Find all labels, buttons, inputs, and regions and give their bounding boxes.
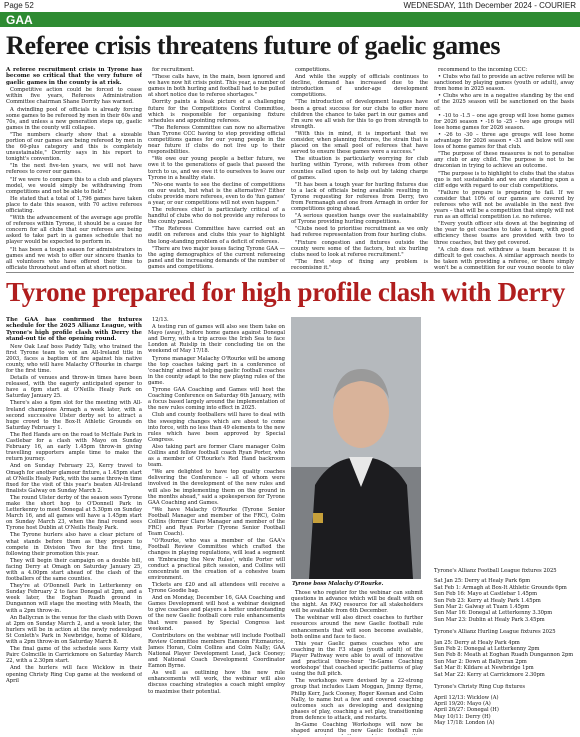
fixture-line: Sat Feb 1: Armagh at Box-It Athletic Grounds 6pm: [434, 584, 567, 591]
fixture-line: Sun Feb 23: Kerry at Healy Park 1.45pm: [434, 597, 541, 604]
paragraph: "These calls have, in the main, been ignored and we have now hit crisis point. This year, a number of games in both hurling and football had to be pulled at short notice due to referee shortages.": [148, 74, 285, 99]
paragraph: Contributors on the webinar will include Football Review Committee members Eamonn Fitzmaurice, James Horan, Colm Collins and Colm Nally; GAA National Player Development Lead, Jack Cooney; and National Coach Development Coordinator Eamon Byrne.: [148, 632, 285, 670]
paragraph: "The introduction of development leagues have been a great success for our clubs to offer more children the chance to take part in our games and I'm sure we all wish for this to go from strength to strength.: [291, 99, 428, 130]
fixtures-panel: [434, 562, 574, 735]
paragraph: Tyrone GAA Coaching and Games will host the Coaching Conference on Saturday 6th January, with a focus based largely around the implementation of the new rules coming into effect in 2025.: [148, 387, 285, 412]
paragraph: There's also a 6pm slot for the meeting with All-Ireland champions Armagh a week later, with a second successive Ulster derby set to attract a huge crowd to the Box-It Athletic Grounds on Saturday February 1.: [6, 400, 142, 431]
paragraph: "Fixture congestion and fixtures outside the county were some of the factors, but six hurling clubs need to look at referee recruitment.": [291, 239, 428, 258]
story-divider: [6, 272, 574, 273]
paragraph: The round Ulster derby of the season sees Tyrone make the short hop to O'Donnell Park in Letterkenny to meet Donegal at 5.30pm on Sunday March 16, and all games will have a 1.45pm start on Sunday March 23, when the final round sees Tyrone host Dublin at O'Neills Healy Park.: [6, 494, 142, 532]
paragraph: "Failure to prepare is preparing to fail. If we consider that 10% of our games are covered by referees who will not be available in the next five years – that will be a competition that simply will not run as an official competition i.e. no referee.: [434, 189, 574, 221]
paragraph: The workshops were devised by a 22-strong group that includes Liam Moggan, Jimmy Byrne, Philip Kerr, Jack Cooney, Roger Keenan and Colm Nally, to name but a few and covered coaching outcomes such as developing and designing phases of play, coaching a set play, transitioning from defence to attack, and restarts.: [291, 678, 423, 721]
paragraph: for recruitment.: [152, 67, 195, 73]
fixture-line: Sun Mar 23: Dublin at Healy Park 3.45pm: [434, 616, 545, 623]
paragraph: The Red Hands are on the road to McHale Park in Castlebar for a clash with Mayo on Sunday February 16, an early 1.45pm throw-in giving travelling supporters ample time to make the return journey.: [6, 431, 142, 463]
paragraph: The situation is particularly worrying for club hurling within Tyrone, with referees from other counties called upon to help out by taking charge of games.: [291, 156, 428, 181]
fixture-line: Sun Mar 2: Down at Ballycran 2pm: [434, 658, 527, 665]
fixture-line: Sat Mar 22: Kerry at Carrickmore 2.30pm: [434, 671, 545, 678]
paragraph: "No-one wants to see the decline of competitions on our watch, but what is the alternative? Either clubs provide more referees, even to do 'fun games' a year, or our competitions will not even happen.": [148, 181, 285, 206]
page-header: [0, 0, 580, 12]
fixture-line: May 10/11: Derry (H): [434, 713, 491, 720]
paragraph: "In the next five-ten years, we will not have referees to cover our games.: [6, 163, 142, 176]
paragraph: They're at O'Donnell Park in Letterkenny on Sunday February 2 to face Donegal at 2pm, and a week later, the Eoghan Ruadh ground in Dungannon will stage the meeting with Meath, the with a 2pm throw-in.: [6, 583, 142, 614]
fixture-list-title: Tyrone's Allianz Hurling League fixtures 2025: [434, 629, 556, 636]
paragraph: "The Referees Committee have carried out an audit on referees and clubs this year to highlight the long-standing problem of a deficit of referees.: [148, 226, 285, 245]
paragraph: And on Monday, December 16, GAA Coaching and Games Development will host a webinar designed to give coaches and players a better understanding of the new Gaelic football core rule enhancements that were passed by Special Congress last weekend.: [148, 595, 285, 632]
paragraph: A dwindling pool of officials is already forcing some games to be refereed by men in their 60s and 70s, and unless a new generation steps up, gaelic games in the county will collapse.: [6, 106, 142, 131]
fixture-list-title: Tyrone's Allianz Football League fixtures 2025: [434, 568, 557, 574]
paragraph: Also taking part are former Clare manager Colm Collins and fellow football coach Ryan Porter, who as a member of O'Rourke's Red Hand backroom team.: [148, 443, 285, 469]
paragraph: "The purpose is to highlight to clubs that the status quo is not sustainable and we are standing upon a cliff edge with regard to our club competitions.: [434, 170, 574, 189]
paragraph: Tyrone manager Malachy O'Rourke will be among the top coaches taking part in a conference of 'coaching' aimed at helping gaelic football coaches in the county adapt to the new playing rules of the game.: [148, 355, 285, 386]
paragraph: "If we were to compare this to a club and players model, we would simply be withdrawing from competitions and not be able to field.": [6, 176, 142, 195]
paragraph: He stated that a total of 1,796 games have taken place to date this season, with 70 active referees officiating.: [6, 195, 142, 214]
paragraph: An Ballycran is the venue for the clash with Down at 2pm on Sunday March 2, and a week later, the hurlers will be in action at the newly redeveloped St Conleth's Park in Newbridge, home of Kildare, with a 2pm throw-in on Saturday March 8.: [6, 614, 142, 646]
paragraph: "The numbers clearly show that a sizeable portion of our games are being refereed by men in the 60-plus category and this is completely unsustainable," Dorrity says in his report to tonight's convention.: [6, 131, 142, 163]
paragraph: "We owe our young people a better future, we owe it to the generations of gaels that passed the torch to us, and we owe it to ourselves to leave our Tyrone in a healthy state.: [148, 156, 285, 181]
fixture-line: Sun Feb 8: Meath at Eoghan Ruadh Dungannon 2pm: [434, 652, 574, 659]
paragraph: Club and county footballers will have to deal with the sweeping changes which are about to come into force, with no less than 49 elements to the new rules which have been approved by Special Congress.: [148, 412, 285, 443]
paragraph: A referee recruitment crisis in Tyrone has become so critical that the very future of gaelic games in the county is at risk.: [6, 67, 142, 86]
fixture-line: Sun Feb 16: Mayo at Castlebar 1.45pm: [434, 591, 538, 598]
story2-column-2: [148, 317, 285, 735]
paragraph: The final game of the schedule sees Kerry visit Pairc Colmcille in Carrickmore on Saturday March 22, with a 2.30pm start.: [6, 646, 142, 665]
story1-column-1: [6, 67, 142, 269]
paragraph: They will begin their campaign on a double bill, facing Derry at Omagh on Saturday January 25, with a 4.00pm start ahead of the clash of the footballers of the same counties.: [6, 557, 142, 583]
manager-photo: [291, 317, 421, 579]
photo-caption: Tyrone boss Malachy O'Rourke.: [292, 581, 384, 587]
paragraph: And the hurlers will face Wicklow in their opening Christy Ring Cup game at the weekend of April: [6, 665, 142, 684]
fixture-line: Sat Jan 25: Derry at Healy Park 6pm: [434, 578, 531, 585]
story2-column-1: [6, 317, 142, 735]
paragraph: Competitive action could be forced to cease within five years, Referees Administration Committee chairman Shane Dorrity has warned.: [6, 87, 142, 106]
story2-column-3: [291, 590, 423, 735]
paragraph: And on Sunday February 23, Kerry travel to Omagh for another glamour fixture, a 1.45pm start at O'Neills Healy Park, with the same throw-in time fixed for the visit of this year's beaten All-Ireland finalists Galway on Sunday March 2.: [6, 463, 142, 494]
paragraph: "It has been a tough season for administrators in games and we wish to offer our sincere thanks to all volunteers who have offered their time to officiate throughout and often at short notice.: [6, 246, 142, 269]
fixture-line: May 17/18: London (A): [434, 720, 495, 727]
page-number: Page 52: [4, 1, 34, 10]
story1-column-2: [148, 67, 285, 269]
fixture-line: Jan 25: Derry at Healy Park 4pm: [434, 639, 520, 646]
paragraph: New Oak Leaf boss Paddy Tally, who trained the first Tyrone team to win an All-Ireland title in 2003, faces a baptism of fire against his native county, who will have Malachy O'Rourke in charge for the first time.: [6, 343, 142, 374]
paragraph: "Every youth officer sits down at the beginning of the year to get coaches to take a team, with good efficiency these teams are provided with two to three coaches, but they get covered.: [434, 221, 574, 246]
paragraph: Details of venues and throw-in times have been released, with the eagerly anticipated opener to have a 6pm start at O'Neills Healy Park on Saturday January 25.: [6, 375, 142, 400]
section-banner: [0, 12, 580, 27]
fixture-line: Sun Feb 2: Donegal at Letterkenny 2pm: [434, 646, 540, 653]
paragraph: The Tyrone hurlers also have a clear picture of what stands before them as they prepare to compete in Division Two for the first time, following their promotion this year.: [6, 532, 142, 557]
paragraph: "We are delighted to have top quality coaches delivering the Conference – all of whom were involved in the development of the new rules and will also be implementing them on the ground in the months ahead," said a spokesperson for Tyrone GAA Coaching and Games.: [148, 469, 285, 506]
paragraph: recommend to the incoming CCC:: [438, 67, 528, 73]
paragraph: "We have Malachy O'Rourke (Tyrone Senior Football Manager and member of the FRC), Colm Collins (former Clare Manager and member of the FRC) and Ryan Porter (Tyrone Senior Football Team Coach).: [148, 506, 285, 538]
paragraph: A testing run of games will also see them take on Mayo (away), before home games against Donegal and Derry, with a trip across the Irish Sea to face London at Ruislip in their concluding tie on the weekend of May 17/18.: [148, 324, 285, 355]
paragraph: "A club does not withdraw a team because it is difficult to get coaches. A similar approach needs to be taken with providing a referee, or there simply won't be a competition for our young people to play: [434, 246, 574, 269]
paragraph: "O'Rourke, who was a member of the GAA's Football Review Committee which crafted the changes in playing regulations, will lead a segment on 'Embracing the New Rules', while Porter will conduct a practical pitch session, and Collins will concentrate on the creation of a cohesive team environment.: [148, 538, 285, 581]
story1-headline: Referee crisis threatens future of gaelic games: [6, 31, 501, 60]
paragraph: The referees chief is particularly critical of a handful of clubs who do not provide any referees to the county panel.: [148, 207, 285, 226]
paragraph: The GAA has confirmed the fixtures schedule for the 2025 Allianz League, with Tyrone's high profile clash with Derry the stand-out tie of the opening round.: [6, 317, 142, 343]
fixture-line: April 26/27: Donegal (H): [434, 707, 499, 714]
fixture-line: Sat Mar 8: Kildare at Newbridge 1pm: [434, 665, 534, 672]
paragraph: 12/13.: [152, 317, 169, 323]
paragraph: "It has been a tough year for hurling fixtures due to a lack of officials being available resulting in Tyrone requesting for referees from Derry, two from Fermanagh and one from Armagh in order for competitions going ahead.: [291, 181, 428, 213]
paragraph: Dorrity paints a bleak picture of a challenging future for the Competitions Control Committee, which is responsible for organising fixture schedules and appointing referees.: [148, 99, 285, 124]
paragraph: "The Referees Committee can now no alternative than Tyrone CCC having to stop providing official competitions games for our young people in the near future if clubs do not live up to their responsibilities.: [148, 124, 285, 156]
paragraph: • Clubs who are in a negative standing by the end of the 2025 season will be sanctioned on the basis of:: [434, 93, 574, 112]
paragraph: • Clubs who fail to provide an active referee will be sanctioned by playing games (youth or adult), away from home in 2025 season.: [434, 74, 574, 93]
paragraph: "Clubs need to prioritise recruitment as we only had referee representation from four hurling clubs.: [291, 226, 428, 239]
paragraph: • -26 to -30 – three age groups will lose home advantage for 2026 season • -31 and below will see loss of home games for that club.: [434, 131, 574, 151]
paragraph: This year Gaelic games coaches who are coaching in the F3 stage (youth adult) of the Player Pathway were able to avail of innovative and practical three-hour 'In-Game Coaching workshops' that coached specific patterns of play using the full pitch.: [291, 640, 423, 678]
section-label: GAA: [6, 13, 33, 27]
paragraph: The webinar will also direct coaches to further resources around the new Gaelic football rule enhancements that will soon become available, both online and face to face.: [291, 615, 423, 640]
paragraph: "With the advancement of the average age profile of referees within Tyrone, it should be a cause for concern for all clubs that our referees are being asked to take part in a games schedule that no player would be expected to perform in.: [6, 215, 142, 246]
paragraph: • -10 to -1.5 – one age group will lose home games for 2026 season • -16 to -25 – two age groups will lose home games for 2026 season.: [434, 112, 574, 131]
fixture-line: April 12/13: Wicklow (A): [434, 694, 499, 701]
paragraph: Tickets are £20 and all attendees will receive a Tyrone Goodie bag.: [148, 581, 285, 595]
fixture-list-title: Tyrone's Christy Ring Cup fixtures: [434, 684, 526, 691]
paragraph: In-Game Coaching Workshops will now be shaped around the new Gaelic football rule: [291, 721, 423, 735]
story1-column-3: [291, 67, 428, 269]
paragraph: As well as outlining how the new rule enhancements will work, the webinar will also discuss coaching strategies a coach might employ to maximise their potential.: [148, 670, 285, 695]
paragraph: And while the supply of officials continues to decline, demand has increased due to the introduction of under-age development competitions.: [291, 74, 428, 99]
story1-column-4: [434, 67, 574, 269]
fixture-line: Sun Mar 16: Donegal at Letterkenny 3.30pm: [434, 610, 553, 617]
issue-date: WEDNESDAY, 11th December 2024 - COURIER: [403, 1, 576, 10]
story2-headline: Tyrone prepared for high profile clash with Derry: [6, 277, 566, 307]
paragraph: competitions.: [295, 67, 331, 73]
manager-portrait-illustration: [291, 317, 421, 579]
paragraph: "With this in mind, it is important that we consider, when planning fixtures, the strain that is placed on the small pool of referees that have served to ensure these games were a success.": [291, 130, 428, 156]
fixture-line: April 19/20: Mayo (A): [434, 700, 491, 707]
paragraph: "The purpose of these measures is not to penalise any club or any child. The purpose is not to be draconian in trying to achieve an outcome.: [434, 151, 574, 170]
paragraph: Those who register for the webinar can submit questions in advance which will be dealt with on the night. An FAQ resource for all stakeholders will be available from 6th December.: [291, 590, 423, 615]
fixture-line: Sun Mar 2: Galway at Tuam 1.45pm: [434, 604, 530, 611]
paragraph: "The first step of fixing any problem is recognising it.": [291, 258, 428, 269]
paragraph: "There are two major issues facing Tyrone GAA — the aging demographics of the current refereeing panel and the increasing demands of the number of games and competitions.: [148, 245, 285, 269]
paragraph: "A serious question hangs over the sustainability of Tyrone providing hurling competitions.: [291, 213, 428, 226]
